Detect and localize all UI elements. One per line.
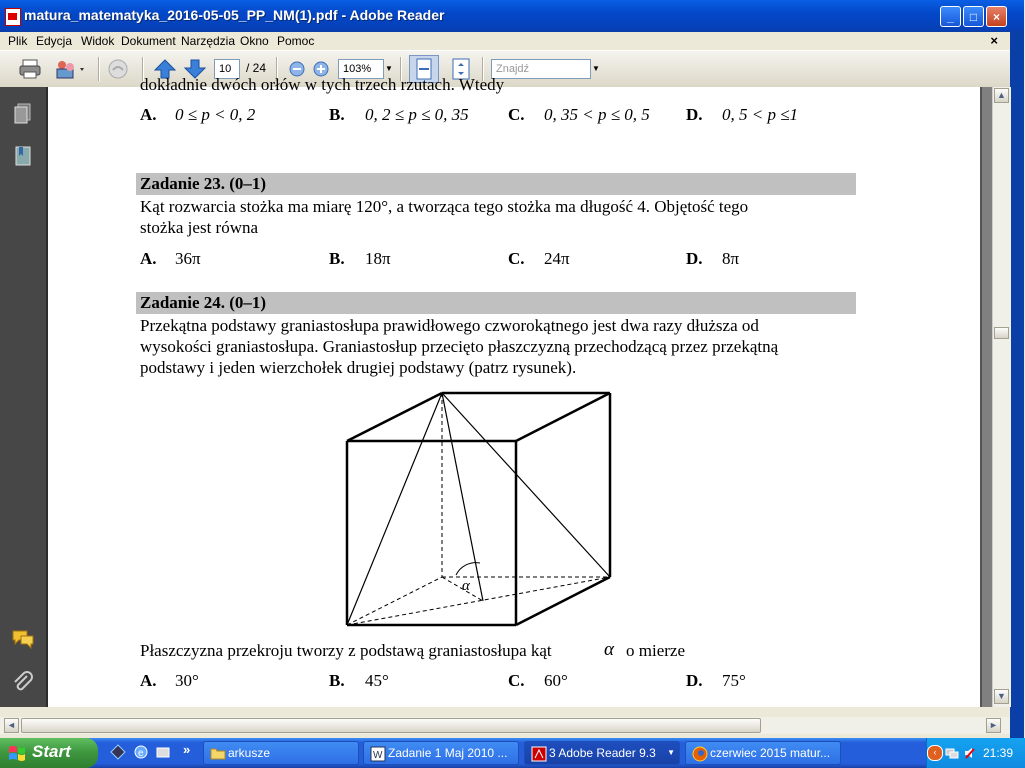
task23-a-label: A.: [140, 249, 157, 268]
task24-d-text: 75°: [722, 671, 746, 690]
task24-question-alpha: α: [604, 639, 614, 660]
maximize-button[interactable]: □: [963, 6, 984, 27]
task23-c-text: 24π: [544, 249, 570, 268]
network-icon[interactable]: [945, 746, 959, 760]
taskbar-item-label: 3 Adobe Reader 9.3: [549, 746, 656, 760]
system-tray: [926, 738, 1025, 768]
taskbar-item-label: Zadanie 1 Maj 2010 ...: [388, 746, 508, 760]
adobe-reader-icon: [531, 746, 547, 762]
answer-b-text: 0, 2 ≤ p ≤ 0, 35: [365, 105, 469, 124]
page-total: / 24: [246, 61, 267, 75]
menu-bar: [0, 32, 1010, 50]
answer-b-label: B.: [329, 105, 345, 124]
print-icon[interactable]: [18, 57, 42, 81]
search-input[interactable]: Znajdź: [491, 59, 591, 79]
ie-quicklaunch-icon[interactable]: [133, 744, 149, 760]
task24-a-text: 30°: [175, 671, 199, 690]
menu-narzedzia[interactable]: Narzędzia: [181, 34, 236, 48]
minimize-button[interactable]: _: [940, 6, 961, 27]
task24-question-end: o mierze: [626, 641, 685, 660]
task23-header: Zadanie 23. (0–1): [136, 173, 856, 195]
taskbar-item-adobe-reader[interactable]: [524, 741, 680, 765]
task24-header: Zadanie 24. (0–1): [136, 292, 856, 314]
task24-b-text: 45°: [365, 671, 389, 690]
close-document-icon[interactable]: ×: [990, 33, 998, 48]
group-chevron-down-icon: ▼: [667, 748, 675, 757]
scroll-right-icon[interactable]: ►: [986, 718, 1001, 733]
menu-widok[interactable]: Widok: [81, 34, 115, 48]
task24-d-label: D.: [686, 671, 703, 690]
task23-line1: Kąt rozwarcia stożka ma miarę 120°, a tworząca tego stożka ma długość 4. Objętość tego: [140, 197, 749, 216]
task23-line2: stożka jest równa: [140, 218, 259, 237]
taskbar-item-arkusze[interactable]: [203, 741, 359, 765]
start-label: Start: [32, 742, 71, 761]
task24-b-label: B.: [329, 671, 345, 690]
menu-okno[interactable]: Okno: [240, 34, 269, 48]
task23-d-text: 8π: [722, 249, 740, 268]
bookmarks-icon[interactable]: [13, 145, 33, 167]
pdf-page: [48, 75, 982, 707]
prism-figure: [338, 387, 618, 632]
document-viewport[interactable]: [48, 75, 992, 707]
horizontal-scrollbar[interactable]: [0, 717, 1010, 734]
start-button[interactable]: [0, 738, 98, 768]
horizontal-scroll-thumb[interactable]: [21, 718, 761, 733]
windows-logo-icon: [8, 745, 26, 761]
folder-quicklaunch-icon[interactable]: [155, 744, 171, 760]
task23-d-label: D.: [686, 249, 703, 268]
zoom-dropdown-chevron-down-icon[interactable]: ▼: [385, 64, 393, 73]
answer-d-label: D.: [686, 105, 703, 124]
scroll-up-icon[interactable]: ▲: [994, 88, 1009, 103]
answer-a-label: A.: [140, 105, 157, 124]
vertical-scrollbar[interactable]: [992, 87, 1011, 707]
zoom-level-field[interactable]: 103%: [338, 59, 384, 79]
taskbar-item-word[interactable]: [363, 741, 519, 765]
task23-a-text: 36π: [175, 249, 201, 268]
vertical-scroll-thumb[interactable]: [994, 327, 1009, 339]
title-bar[interactable]: [0, 0, 1024, 32]
task24-c-label: C.: [508, 671, 525, 690]
window-border: [1010, 32, 1024, 738]
task24-line2: wysokości graniastosłupa. Graniastosłup przecięto płaszczyzną przechodzącą przez przekątną: [140, 337, 779, 356]
task23-b-label: B.: [329, 249, 345, 268]
clock[interactable]: 21:39: [983, 746, 1014, 760]
volume-icon[interactable]: [963, 746, 977, 760]
folder-icon: [210, 746, 226, 760]
task23-c-label: C.: [508, 249, 525, 268]
answer-c-text: 0, 35 < p ≤ 0, 5: [544, 105, 650, 124]
close-window-button[interactable]: ×: [986, 6, 1007, 27]
window-title: matura_matematyka_2016-05-05_PP_NM(1).pdf - Adobe Reader: [24, 7, 445, 23]
tray-expand-icon[interactable]: ‹: [927, 745, 943, 761]
taskbar-item-firefox[interactable]: [685, 741, 841, 765]
menu-plik[interactable]: Plik: [8, 34, 28, 48]
svg-text:W: W: [373, 750, 383, 761]
desktop-quicklaunch-icon[interactable]: [110, 744, 126, 760]
word-document-icon: [370, 746, 386, 762]
navigation-panel: [0, 87, 48, 707]
task23-b-text: 18π: [365, 249, 391, 268]
answer-c-label: C.: [508, 105, 525, 124]
taskbar-item-label: arkusze: [228, 746, 271, 760]
previous-task-text-cut: dokładnie dwóch orłów w tych trzech rzutach. Wtedy: [140, 75, 505, 94]
attachments-icon[interactable]: [12, 671, 34, 693]
menu-edycja[interactable]: Edycja: [36, 34, 73, 48]
svg-text:e: e: [138, 748, 144, 759]
share-icon[interactable]: [106, 57, 130, 81]
quicklaunch-more-icon[interactable]: »: [183, 742, 191, 757]
answer-a-text: 0 ≤ p < 0, 2: [175, 105, 256, 124]
comments-icon[interactable]: [11, 629, 35, 649]
pages-icon[interactable]: [13, 103, 33, 125]
menu-dokument[interactable]: Dokument: [121, 34, 176, 48]
task24-line3: podstawy i jeden wierzchołek drugiej podstawy (patrz rysunek).: [140, 358, 577, 377]
taskbar-item-label: czerwiec 2015 matur...: [710, 746, 831, 760]
task24-c-text: 60°: [544, 671, 568, 690]
search-options-chevron-down-icon[interactable]: ▼: [592, 64, 600, 73]
task24-question: Płaszczyzna przekroju tworzy z podstawą graniastosłupa kąt: [140, 641, 552, 660]
angle-alpha-label: α: [462, 578, 470, 594]
task24-a-label: A.: [140, 671, 157, 690]
collaborate-icon[interactable]: [54, 57, 88, 81]
menu-pomoc[interactable]: Pomoc: [277, 34, 315, 48]
scroll-down-icon[interactable]: ▼: [994, 689, 1009, 704]
firefox-icon: [692, 746, 708, 762]
adobe-reader-icon: [5, 8, 21, 26]
task24-line1: Przekątna podstawy graniastosłupa prawidłowego czworokątnego jest dwa razy dłuższa od: [140, 316, 759, 335]
page-number-input[interactable]: 10: [214, 59, 240, 79]
scroll-left-icon[interactable]: ◄: [4, 718, 19, 733]
answer-d-text: 0, 5 < p ≤1: [722, 105, 799, 124]
